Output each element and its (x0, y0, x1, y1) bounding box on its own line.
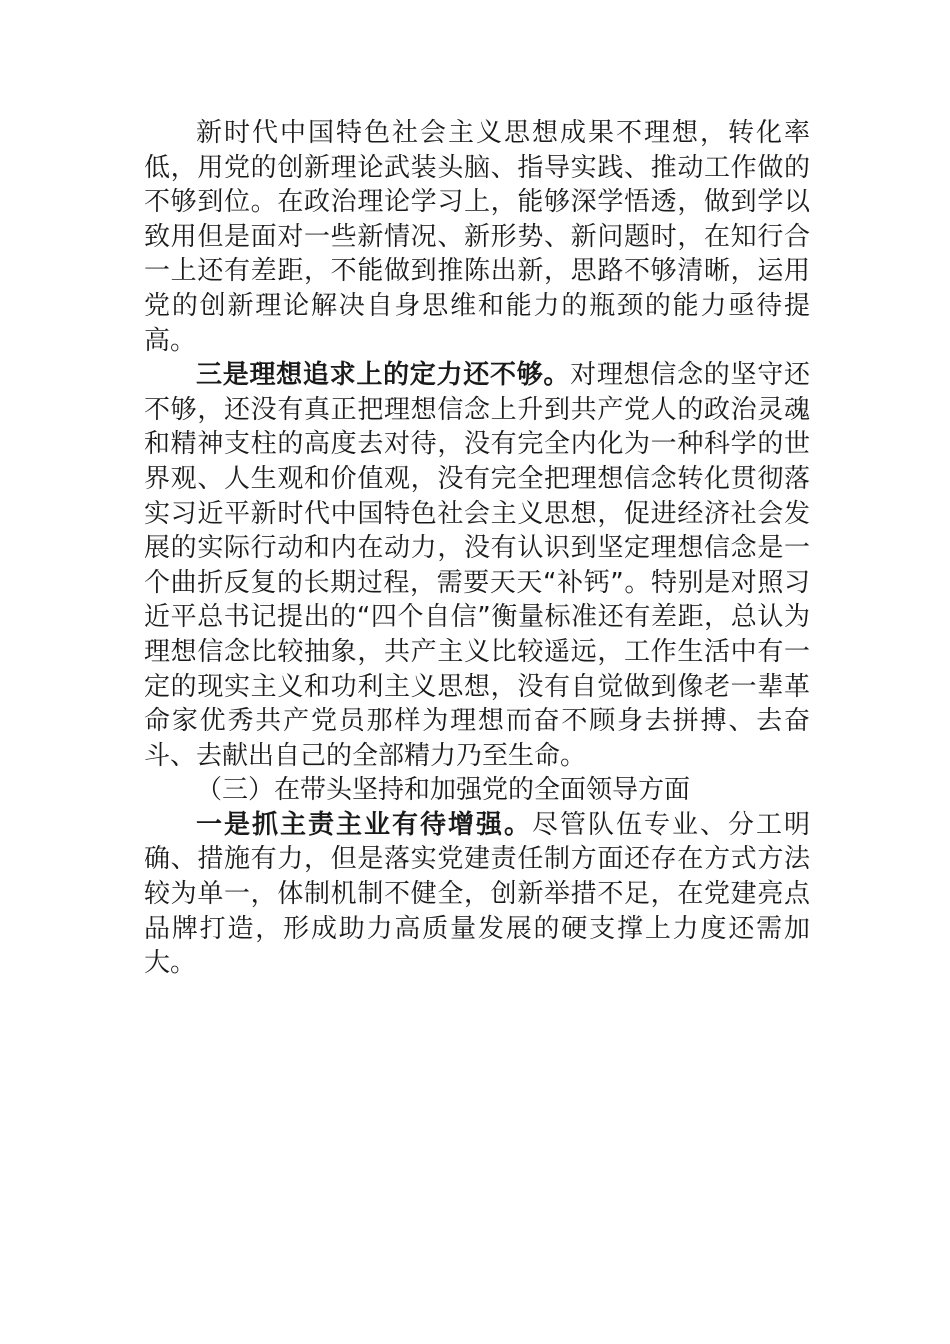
document-body (144, 116, 810, 981)
paragraph-text: 对理想信念的坚守还不够，还没有真正把理想信念上升到共产党人的政治灵魂和精神支柱的高度去对待，没有完全内化为一种科学的世界观、人生观和价值观，没有完全把理想信念转化贯彻落实习近平新时代中国特色社会主义思想，促进经济社会发展的实际行动和内在动力，没有认识到坚定理想信念是一个曲折反复的长期过程，需要天天“补钙”。特别是对照习近平总书记提出的“四个自信”衡量标准还有差距，总认为理想信念比较抽象，共产主义比较遥远，工作生活中有一定的现实主义和功利主义思想，没有自觉做到像老一辈革命家优秀共产党员那样为理想而奋不顾身去拼搏、去奋斗、去献出自己的全部精力乃至生命。 (144, 360, 810, 771)
paragraph-theory-application (144, 116, 810, 358)
paragraph-ideals-pursuit (144, 358, 810, 773)
paragraph-text: 新时代中国特色社会主义思想成果不理想，转化率低，用党的创新理论武装头脑、指导实践、推动工作做的不够到位。在政治理论学习上，能够深学悟透，做到学以致用但是面对一些新情况、新形势、新问题时，在知行合一上还有差距，不能做到推陈出新，思路不够清晰，运用党的创新理论解决自身思维和能力的瓶颈的能力亟待提高。 (144, 118, 810, 356)
paragraph-lead: 一是抓主责主业有待增强。 (196, 809, 532, 840)
paragraph-text: 尽管队伍专业、分工明确、措施有力，但是落实党建责任制方面还存在方式方法较为单一，体制机制不健全，创新举措不足，在党建亮点品牌打造，形成助力高质量发展的硬支撑上力度还需加大。 (144, 809, 810, 979)
paragraph-main-responsibility (144, 808, 810, 981)
section-heading-party-leadership (144, 773, 810, 808)
paragraph-lead: 三是理想追求上的定力还不够。 (196, 360, 571, 391)
paragraph-text: （三）在带头坚持和加强党的全面领导方面 (196, 775, 691, 806)
